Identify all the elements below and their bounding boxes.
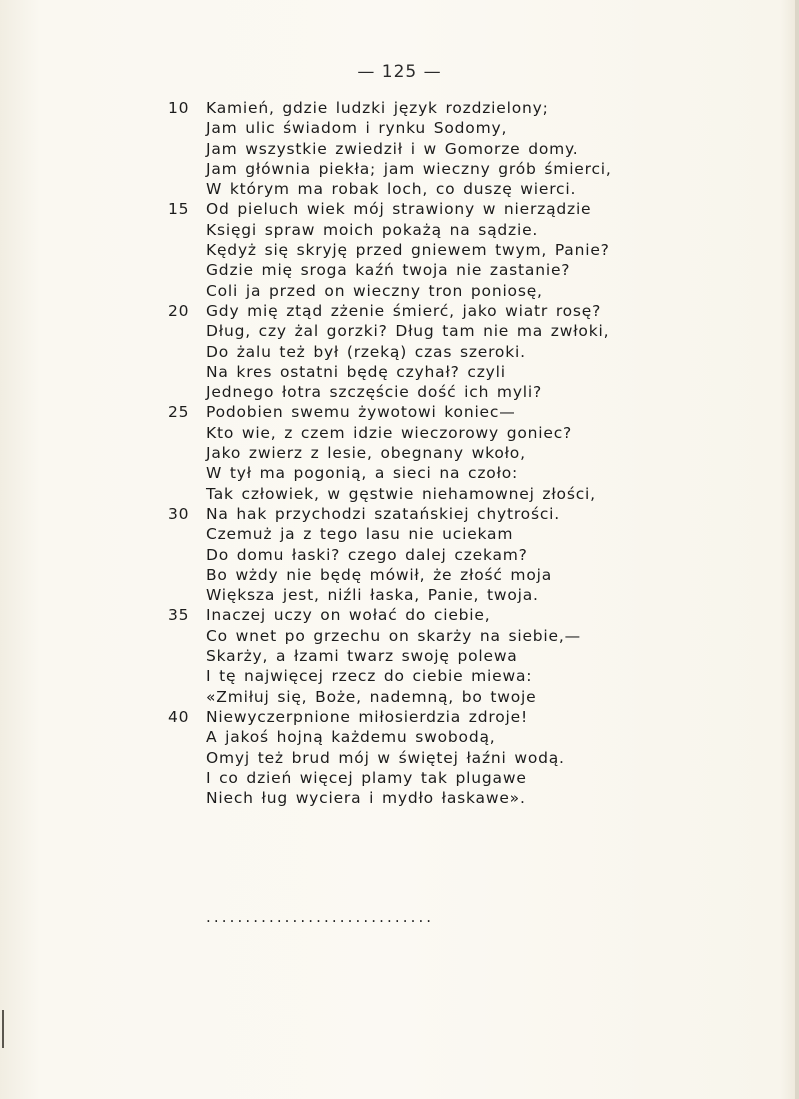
line-text: Coli ja przed on wieczny tron poniosę,: [206, 281, 543, 300]
line-text: «Zmiłuj się, Boże, nademną, bo twoje: [206, 687, 537, 706]
poem-line: [168, 362, 768, 382]
poem-line: [168, 687, 768, 707]
line-text: Tak człowiek, w gęstwie niehamownej złości,: [206, 484, 596, 503]
poem-line: [168, 321, 768, 341]
line-text: Kamień, gdzie ludzki język rozdzielony;: [206, 99, 549, 117]
line-number: 20: [168, 301, 190, 320]
poem-line: [168, 748, 768, 768]
line-text: Od pieluch wiek mój strawiony w nierządzie: [206, 200, 592, 219]
line-text: Do domu łaski? czego dalej czekam?: [206, 545, 528, 564]
poem-line: [168, 646, 768, 666]
poem-line: [168, 605, 768, 625]
line-text: Czemuż ja z tego lasu nie uciekam: [206, 525, 514, 544]
line-number: 30: [168, 504, 190, 523]
poem-line: [168, 666, 768, 686]
poem-line: [168, 788, 768, 808]
line-text: Na hak przychodzi szatańskiej chytrości.: [206, 504, 560, 523]
poem-line: [168, 179, 768, 199]
page-number: — 125 —: [357, 62, 442, 82]
poem-line: [168, 199, 768, 219]
poem-line: [168, 402, 768, 422]
line-text: Podobien swemu żywotowi koniec—: [206, 403, 516, 422]
line-text: Księgi spraw moich pokażą na sądzie.: [206, 220, 539, 239]
binding-mark: [2, 1010, 4, 1048]
poem-line: [168, 281, 768, 301]
poem-line: [168, 118, 768, 138]
line-text: Gdy mię ztąd zżenie śmierć, jako wiatr rosę?: [206, 301, 602, 320]
poem-line: [168, 443, 768, 463]
line-text: Bo wżdy nie będę mówił, że złość moja: [206, 565, 553, 584]
poem-text: [168, 98, 768, 808]
line-text: Na kres ostatni będę czyhał? czyli: [206, 362, 506, 381]
poem-line: [168, 159, 768, 179]
line-text: Do żalu też był (rzeką) czas szeroki.: [206, 342, 526, 361]
line-text: Gdzie mię sroga kaźń twoja nie zastanie?: [206, 261, 571, 280]
line-text: Jednego łotra szczęście dość ich myli?: [206, 383, 543, 402]
line-text: Jam ulic świadom i rynku Sodomy,: [206, 119, 508, 138]
line-text: Kędyż się skryję przed gniewem twym, Panie?: [206, 241, 610, 260]
poem-line: [168, 727, 768, 747]
poem-line: [168, 260, 768, 280]
line-text: Jam głównia piekła; jam wieczny grób śmierci,: [206, 159, 612, 178]
line-text: W którym ma robak loch, co duszę wierci.: [206, 180, 577, 199]
line-number: 15: [168, 200, 190, 219]
poem-line: [168, 98, 768, 118]
poem-line: [168, 545, 768, 565]
line-text: Inaczej uczy on wołać do ciebie,: [206, 606, 491, 625]
line-text: A jakoś hojną każdemu swobodą,: [206, 728, 496, 747]
poem-line: [168, 524, 768, 544]
poem-line: [168, 484, 768, 504]
line-text: Niech ług wyciera i mydło łaskawe».: [206, 789, 526, 808]
line-text: I tę najwięcej rzecz do ciebie miewa:: [206, 667, 533, 686]
line-text: Omyj też brud mój w świętej łaźni wodą.: [206, 748, 565, 767]
poem-line: [168, 423, 768, 443]
poem-line: [168, 707, 768, 727]
poem-line: [168, 220, 768, 240]
line-text: Większa jest, niźli łaska, Panie, twoja.: [206, 586, 539, 605]
poem-line: [168, 565, 768, 585]
line-number: 25: [168, 403, 190, 422]
line-text: Co wnet po grzechu on skarży na siebie,—: [206, 626, 581, 645]
line-text: Kto wie, z czem idzie wieczorowy goniec?: [206, 423, 573, 442]
poem-line: [168, 585, 768, 605]
poem-line: [168, 301, 768, 321]
poem-line: [168, 342, 768, 362]
line-text: Dług, czy żal gorzki? Dług tam nie ma zwłoki,: [206, 322, 610, 341]
ellipsis-dots: .............................: [206, 908, 435, 926]
line-number: 10: [168, 99, 190, 117]
poem-line: [168, 240, 768, 260]
poem-line: [168, 139, 768, 159]
poem-line: [168, 463, 768, 483]
line-number: 40: [168, 707, 190, 726]
line-text: Skarży, a łzami twarz swoję polewa: [206, 647, 518, 666]
poem-line: [168, 768, 768, 788]
page-edge: [795, 0, 799, 1099]
poem-line: [168, 626, 768, 646]
line-text: Niewyczerpnione miłosierdzia zdroje!: [206, 707, 528, 726]
poem-line: [168, 382, 768, 402]
poem-line: [168, 504, 768, 524]
line-text: W tył ma pogonią, a sieci na czoło:: [206, 464, 519, 483]
line-text: I co dzień więcej plamy tak plugawe: [206, 768, 527, 787]
line-text: Jako zwierz z lesie, obegnany wkoło,: [206, 444, 526, 463]
line-number: 35: [168, 606, 190, 625]
line-text: Jam wszystkie zwiedził i w Gomorze domy.: [206, 139, 579, 158]
